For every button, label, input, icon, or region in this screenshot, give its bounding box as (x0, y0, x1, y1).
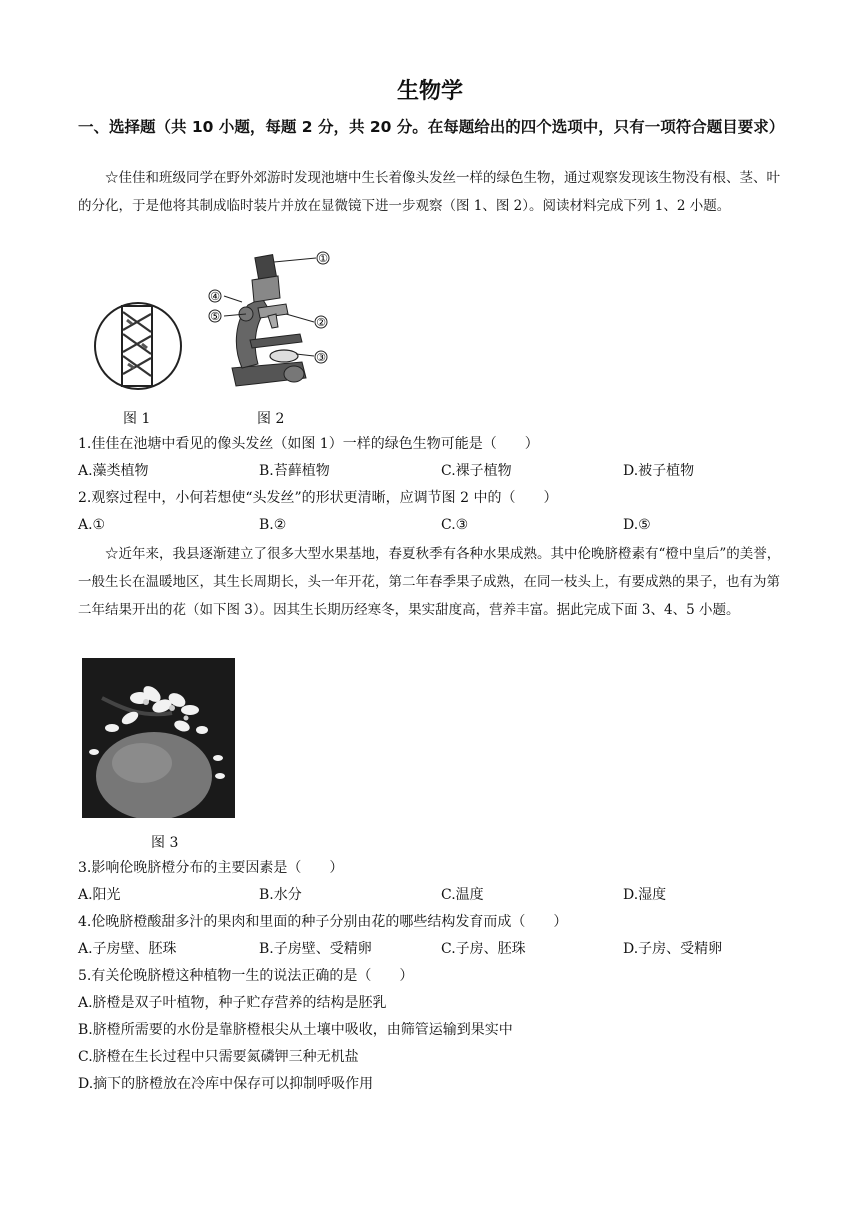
question-1-options (78, 460, 798, 482)
question-4-options (78, 938, 798, 960)
question-1-stem: 1.佳佳在池塘中看见的像头发丝（如图 1）一样的绿色生物可能是（ ） (78, 436, 539, 452)
question-3-option-a[interactable]: A.阳光 (78, 887, 121, 903)
question-3-option-b[interactable]: B.水分 (259, 887, 302, 903)
figure-2-microscope-illustration (202, 250, 342, 395)
question-4-option-b[interactable]: B.子房壁、受精卵 (259, 941, 372, 957)
question-3-option-d[interactable]: D.湿度 (623, 887, 667, 903)
question-4-option-c[interactable]: C.子房、胚珠 (441, 941, 526, 957)
microscope-label-1: ① (318, 252, 328, 265)
question-4-option-d[interactable]: D.子房、受精卵 (623, 941, 723, 957)
question-2-stem: 2.观察过程中，小何若想使“头发丝”的形状更清晰，应调节图 2 中的（ ） (78, 490, 558, 506)
question-1-option-d[interactable]: D.被子植物 (623, 463, 695, 479)
question-4-option-a[interactable]: A.子房壁、胚珠 (78, 941, 177, 957)
figure-3-orange-blossom-photo (82, 658, 235, 818)
question-2-option-a[interactable]: A.① (78, 517, 106, 533)
figure-1-caption: 图 1 (123, 411, 151, 427)
question-1-option-c[interactable]: C.裸子植物 (441, 463, 512, 479)
question-2-option-b[interactable]: B.② (259, 517, 287, 533)
figure-3-caption: 图 3 (151, 835, 179, 851)
figure-1-filament-illustration (92, 300, 184, 392)
question-5-stem: 5.有关伦晚脐橙这种植物一生的说法正确的是（ ） (78, 968, 414, 984)
question-2-option-c[interactable]: C.③ (441, 517, 469, 533)
question-4-stem: 4.伦晚脐橙酸甜多汁的果肉和里面的种子分别由花的哪些结构发育而成（ ） (78, 914, 568, 930)
microscope-label-3: ③ (316, 351, 326, 364)
question-2-options (78, 514, 798, 536)
page-title: 生物学 (396, 79, 463, 104)
question-5-option-b[interactable]: B.脐橙所需要的水份是靠脐橙根尖从土壤中吸收，由筛管运输到果实中 (78, 1022, 513, 1038)
question-3-option-c[interactable]: C.温度 (441, 887, 484, 903)
question-3-options (78, 884, 798, 906)
microscope-label-5: ⑤ (210, 310, 220, 323)
question-1-option-b[interactable]: B.苔藓植物 (259, 463, 330, 479)
question-1-option-a[interactable]: A.藻类植物 (78, 463, 149, 479)
question-5-option-d[interactable]: D.摘下的脐橙放在冷库中保存可以抑制呼吸作用 (78, 1076, 374, 1092)
question-5-option-c[interactable]: C.脐橙在生长过程中只需要氮磷钾三种无机盐 (78, 1049, 359, 1065)
question-2-option-d[interactable]: D.⑤ (623, 517, 651, 533)
figure-2-caption: 图 2 (257, 411, 285, 427)
question-3-stem: 3.影响伦晚脐橙分布的主要因素是（ ） (78, 860, 344, 876)
material-passage-2: ☆近年来，我县逐渐建立了很多大型水果基地，春夏秋季有各种水果成熟。其中伦晚脐橙素有“橙中皇后”的美誉，一般生长在温暖地区，其生长周期长，头一年开花，第二年春季果子成熟，在同一枝头上，有要成熟的果子，也有为第二年结果开出的花（如下图 3）。因其生长期历经寒冬，果实甜度高，营养丰富。据此完成下面 3、4、5 小题。 (78, 546, 781, 618)
microscope-label-4: ④ (210, 290, 220, 303)
section-heading: 一、选择题（共 10 小题，每题 2 分，共 20 分。在每题给出的四个选项中，只有一项符合题目要求） (78, 118, 785, 136)
question-5-option-a[interactable]: A.脐橙是双子叶植物，种子贮存营养的结构是胚乳 (78, 995, 387, 1011)
microscope-label-2: ② (316, 316, 326, 329)
material-passage-1: ☆佳佳和班级同学在野外郊游时发现池塘中生长着像头发丝一样的绿色生物，通过观察发现该生物没有根、茎、叶的分化，于是他将其制成临时装片并放在显微镜下进一步观察（图 1、图 2）。阅读材料完成下列 1、2 小题。 (78, 170, 780, 214)
